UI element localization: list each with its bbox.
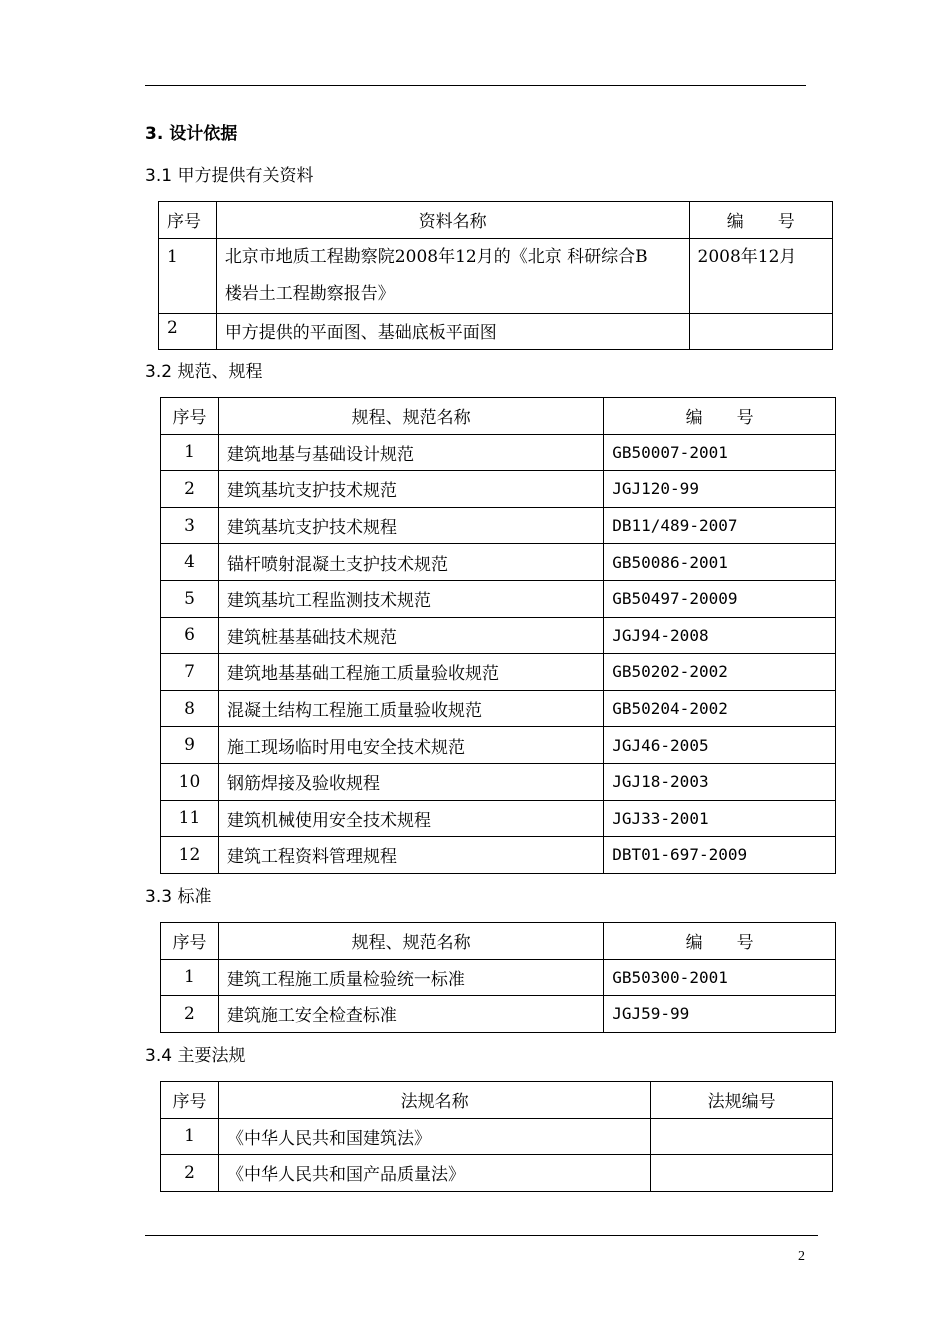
table-row xyxy=(161,471,836,508)
table-header-row xyxy=(161,398,836,435)
row-number: 3 xyxy=(161,507,219,544)
header-cell: 序号 xyxy=(161,1082,219,1119)
row-name xyxy=(216,238,689,313)
row-code: JGJ94-2008 xyxy=(604,617,836,654)
row-name: 建筑基坑支护技术规范 xyxy=(218,471,603,508)
header-cell: 编 号 xyxy=(604,398,836,435)
row-name: 《中华人民共和国产品质量法》 xyxy=(218,1155,650,1192)
table-laws xyxy=(160,1081,833,1192)
table-row xyxy=(161,434,836,471)
header-cell: 规程、规范名称 xyxy=(218,923,603,960)
table-row xyxy=(161,763,836,800)
header-cell: 资料名称 xyxy=(216,202,689,239)
row-number: 10 xyxy=(161,763,219,800)
row-number: 1 xyxy=(161,1118,219,1155)
section-title: 3. 设计依据 xyxy=(145,124,238,144)
row-code xyxy=(651,1155,833,1192)
row-code xyxy=(651,1118,833,1155)
header-rule xyxy=(145,85,806,86)
row-name: 建筑施工安全检查标准 xyxy=(218,996,603,1033)
table-row xyxy=(161,1155,833,1192)
row-number: 9 xyxy=(161,727,219,764)
header-cell: 序号 xyxy=(161,923,219,960)
row-name: 建筑工程资料管理规程 xyxy=(218,837,603,874)
row-name: 建筑桩基基础技术规范 xyxy=(218,617,603,654)
row-code: GB50497-20009 xyxy=(604,580,836,617)
header-cell: 法规编号 xyxy=(651,1082,833,1119)
table-standards xyxy=(160,922,836,1033)
row-name: 建筑地基与基础设计规范 xyxy=(218,434,603,471)
table-codes-regulations xyxy=(160,397,836,874)
header-cell: 规程、规范名称 xyxy=(218,398,603,435)
footer-rule xyxy=(145,1235,818,1236)
subsection-title-3-3: 3.3 标准 xyxy=(145,887,212,907)
row-number: 11 xyxy=(161,800,219,837)
page-number: 2 xyxy=(798,1249,805,1264)
row-code: DB11/489-2007 xyxy=(604,507,836,544)
row-code: GB50202-2002 xyxy=(604,654,836,691)
table-row xyxy=(161,1118,833,1155)
row-name: 建筑工程施工质量检验统一标准 xyxy=(218,959,603,996)
row-name: 混凝土结构工程施工质量验收规范 xyxy=(218,690,603,727)
row-number: 2 xyxy=(161,1155,219,1192)
table-header-row xyxy=(161,1082,833,1119)
row-code: GB50204-2002 xyxy=(604,690,836,727)
row-number: 1 xyxy=(161,959,219,996)
row-code: JGJ120-99 xyxy=(604,471,836,508)
row-number: 5 xyxy=(161,580,219,617)
row-name: 建筑机械使用安全技术规程 xyxy=(218,800,603,837)
row-code: GB50086-2001 xyxy=(604,544,836,581)
table-header-row xyxy=(161,923,836,960)
row-name: 甲方提供的平面图、基础底板平面图 xyxy=(216,313,689,350)
row-code: JGJ18-2003 xyxy=(604,763,836,800)
row-name: 钢筋焊接及验收规程 xyxy=(218,763,603,800)
row-name: 施工现场临时用电安全技术规范 xyxy=(218,727,603,764)
row-code: GB50007-2001 xyxy=(604,434,836,471)
row-number: 12 xyxy=(161,837,219,874)
row-name: 建筑基坑支护技术规程 xyxy=(218,507,603,544)
table-row xyxy=(161,959,836,996)
table-row xyxy=(161,617,836,654)
row-name-line: 楼岩土工程勘察报告》 xyxy=(224,283,395,304)
row-code: JGJ33-2001 xyxy=(604,800,836,837)
row-number: 6 xyxy=(161,617,219,654)
header-cell: 编 号 xyxy=(604,923,836,960)
row-code: JGJ46-2005 xyxy=(604,727,836,764)
header-cell: 法规名称 xyxy=(218,1082,650,1119)
table-row xyxy=(161,800,836,837)
row-name-line: 北京市地质工程勘察院2008年12月的《北京 科研综合B xyxy=(224,246,648,267)
table-row xyxy=(161,507,836,544)
row-number: 2 xyxy=(161,996,219,1033)
row-code: GB50300-2001 xyxy=(604,959,836,996)
header-cell: 序号 xyxy=(159,202,217,239)
subsection-title-3-2: 3.2 规范、规程 xyxy=(145,362,263,382)
table-row xyxy=(161,996,836,1033)
row-number: 1 xyxy=(161,434,219,471)
row-number: 2 xyxy=(159,313,217,350)
row-code: JGJ59-99 xyxy=(604,996,836,1033)
table-header-row xyxy=(159,202,833,239)
subsection-title-3-4: 3.4 主要法规 xyxy=(145,1046,246,1066)
header-cell: 序号 xyxy=(161,398,219,435)
table-row xyxy=(161,837,836,874)
row-name: 锚杆喷射混凝土支护技术规范 xyxy=(218,544,603,581)
row-number: 2 xyxy=(161,471,219,508)
table-row xyxy=(159,238,833,313)
row-code: 2008年12月 xyxy=(689,238,832,313)
row-name: 建筑地基基础工程施工质量验收规范 xyxy=(218,654,603,691)
table-row xyxy=(161,654,836,691)
header-cell: 编 号 xyxy=(689,202,832,239)
row-code: DBT01-697-2009 xyxy=(604,837,836,874)
table-row xyxy=(161,727,836,764)
table-row xyxy=(161,544,836,581)
row-number: 1 xyxy=(159,238,217,313)
row-number: 8 xyxy=(161,690,219,727)
table-row xyxy=(161,690,836,727)
subsection-title-3-1: 3.1 甲方提供有关资料 xyxy=(145,166,314,186)
row-number: 4 xyxy=(161,544,219,581)
row-name: 建筑基坑工程监测技术规范 xyxy=(218,580,603,617)
table-row xyxy=(161,580,836,617)
table-row xyxy=(159,313,833,350)
table-client-materials xyxy=(158,201,833,350)
row-code xyxy=(689,313,832,350)
row-name: 《中华人民共和国建筑法》 xyxy=(218,1118,650,1155)
row-number: 7 xyxy=(161,654,219,691)
